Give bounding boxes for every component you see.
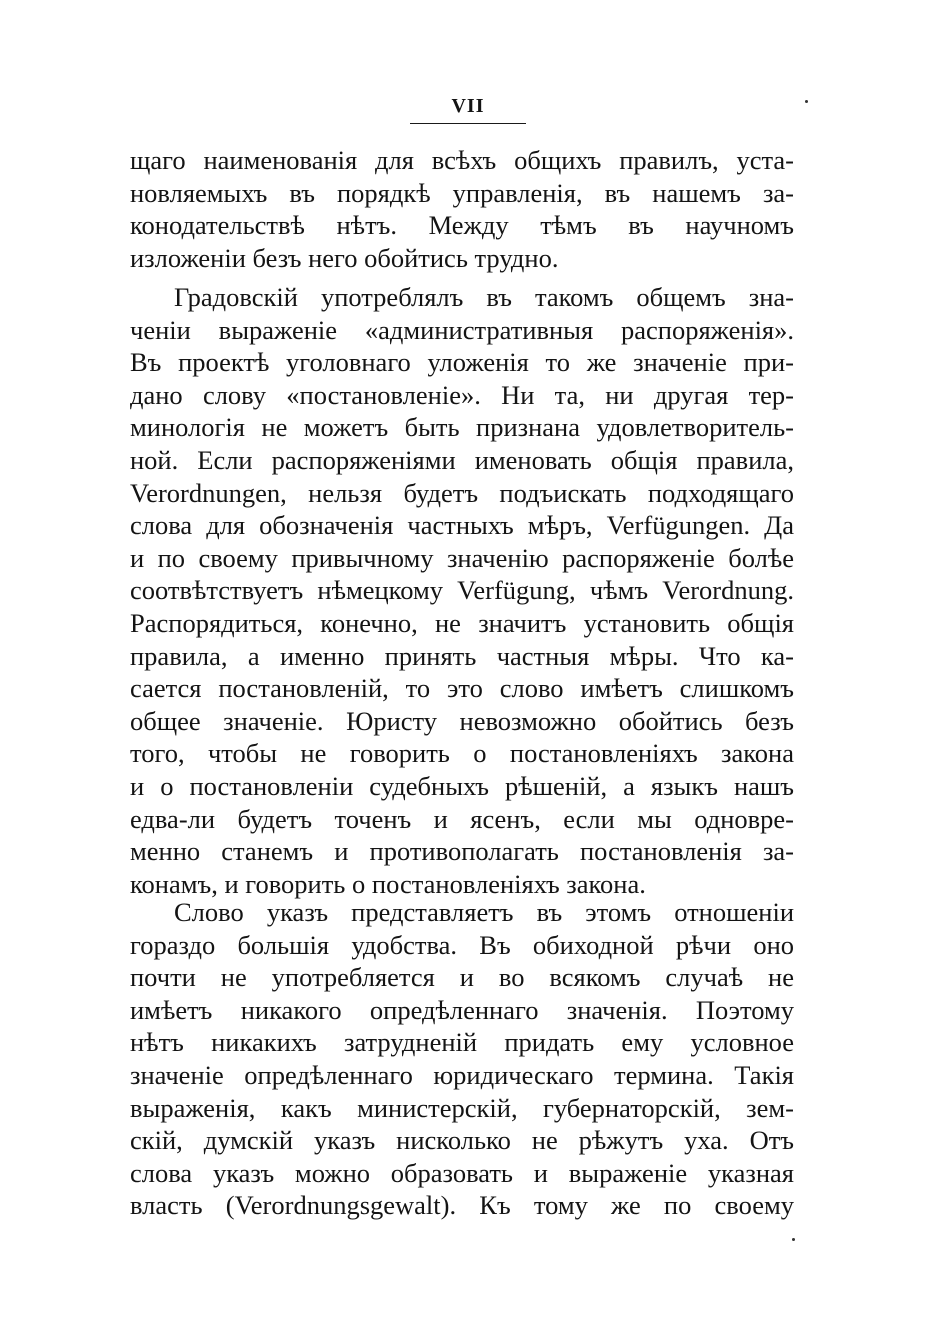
text-line: Градовскій употреблялъ въ такомъ общемъ зна-	[174, 282, 794, 312]
text-line: гораздо большія удобства. Въ обиходной рѣчи оно	[130, 929, 794, 960]
text-line: слова для обозначенія частныхъ мѣръ, Verfügungen. Да	[130, 510, 794, 541]
text-line: Слово указъ представляетъ въ этомъ отношеніи	[174, 897, 794, 927]
text-line: сается постановленій, то это слово имѣетъ слишкомъ	[130, 673, 794, 704]
text-line: почти не употребляется и во всякомъ случаѣ не	[130, 962, 794, 993]
text-line: того, чтобы не говорить о постановленіяхъ закона	[130, 738, 794, 769]
text-line: выраженія, какъ министерскій, губернаторскій, зем-	[130, 1092, 794, 1123]
text-line: Въ проектѣ уголовнаго уложенія то же значеніе при-	[130, 347, 794, 378]
text-line: слова указъ можно образовать и выраженіе указная	[130, 1157, 794, 1188]
text-line: скій, думскій указъ нисколько не рѣжутъ уха. Отъ	[130, 1125, 794, 1156]
text-line: минологія не можетъ быть признана удовлетворитель-	[130, 412, 794, 443]
text-line: нѣтъ никакихъ затрудненій придать ему условное	[130, 1027, 794, 1058]
scan-speck	[805, 100, 808, 103]
text-line: изложеніи безъ него обойтись трудно.	[130, 242, 559, 273]
header-rule	[410, 123, 526, 124]
text-line: конодательствѣ нѣтъ. Между тѣмъ въ научномъ	[130, 210, 794, 241]
text-line: конамъ, и говорить о постановленіяхъ закона.	[130, 868, 646, 899]
page-number: VII	[451, 95, 485, 117]
text-line: соотвѣтствуетъ нѣмецкому Verfügung, чѣмъ Verordnung.	[130, 575, 794, 606]
text-line: правила, а именно принять частныя мѣры. Что ка-	[130, 640, 794, 671]
text-line: и о постановленіи судебныхъ рѣшеній, а языкъ нашъ	[130, 770, 794, 801]
text-line: новляемыхъ въ порядкѣ управленія, въ нашемъ за-	[130, 177, 794, 208]
text-line: щаго наименованія для всѣхъ общихъ правилъ, уста-	[130, 145, 794, 175]
text-line: Распорядиться, конечно, не значитъ установить общія	[130, 607, 794, 638]
text-line: и по своему привычному значенію распоряженіе болѣе	[130, 542, 794, 573]
text-line: дано слову «постановленіе». Ни та, ни другая тер-	[130, 379, 794, 410]
text-line: менно станемъ и противополагать постановленія за-	[130, 836, 794, 867]
paragraph-1	[130, 144, 794, 274]
text-line: значеніе опредѣленнаго юридическаго термина. Такія	[130, 1059, 794, 1090]
paragraph-2	[130, 281, 794, 900]
text-line: имѣетъ никакого опредѣленнаго значенія. Поэтому	[130, 994, 794, 1025]
text-line: ченіи выраженіе «административныя распоряженія».	[130, 314, 794, 345]
paragraph-3	[130, 896, 794, 1222]
text-line: Verordnungen, нельзя будетъ подъискать подходящаго	[130, 477, 794, 508]
scan-speck	[792, 1238, 795, 1241]
text-line: ной. Если распоряженіями именовать общія правила,	[130, 444, 794, 475]
text-line: едва-ли будетъ точенъ и ясенъ, если мы одновре-	[130, 803, 794, 834]
text-line: власть (Verordnungsgewalt). Къ тому же по своему	[130, 1190, 794, 1221]
text-line: общее значеніе. Юристу невозможно обойтись безъ	[130, 705, 794, 736]
